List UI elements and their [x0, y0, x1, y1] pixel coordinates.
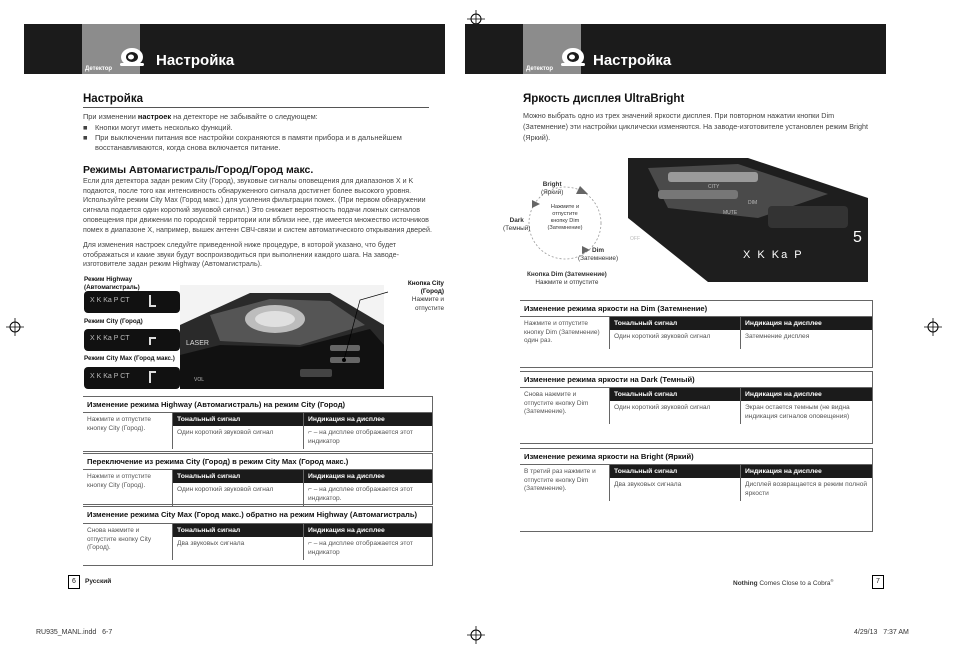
- footer-tagline: Nothing Comes Close to a Cobra®: [733, 578, 834, 588]
- callout-line: [340, 290, 390, 370]
- table-citymax-to-highway: [83, 506, 433, 566]
- snail-logo-icon: [559, 44, 589, 68]
- table-cell: Один короткий звуковой сигнал: [614, 333, 711, 340]
- vol-label: VOL: [194, 377, 205, 383]
- display-text: X K Ka P CT: [90, 297, 130, 304]
- table-cell: Один короткий звуковой сигнал: [177, 486, 274, 493]
- table-cell: ⌐ – на дисплее отображается этот индикатор: [308, 429, 413, 445]
- highway-indicator-icon: [149, 295, 156, 307]
- display-city: [84, 329, 180, 351]
- table-cell: ⌐ – на дисплее отображается этот индикатор: [308, 540, 413, 556]
- laser-label: LASER: [186, 340, 209, 347]
- dim-label: DIM: [748, 200, 758, 206]
- page-number: 7: [872, 575, 884, 589]
- table-step: Снова нажмите и отпустите кнопку City (Город).: [87, 527, 152, 551]
- table-cell: Один короткий звуковой сигнал: [614, 404, 711, 411]
- modes-title: Режимы Автомагистраль/Город/Город макс.: [83, 164, 314, 176]
- radar-detector-image: [628, 158, 868, 282]
- table-header: Тональный сигнал: [173, 524, 303, 537]
- tab-label: Детектор: [85, 66, 113, 72]
- table-header: Индикация на дисплее: [741, 388, 872, 401]
- table-cell: ⌐ – на дисплее отображается этот индикатор.: [308, 486, 413, 502]
- city-button-callout: Кнопка City (Город) Нажмите и отпустите: [407, 280, 444, 312]
- table-header: Индикация на дисплее: [304, 524, 432, 537]
- table-header: Тональный сигнал: [610, 388, 740, 401]
- table-step: Нажмите и отпустите кнопку Dim (Затемнение) один раз.: [524, 320, 600, 344]
- table-cell: Дисплей возвращается в режим полной яркости: [745, 481, 868, 497]
- table-header: Тональный сигнал: [173, 470, 303, 483]
- tab-label: Детектор: [526, 66, 554, 72]
- table-cell: Один короткий звуковой сигнал: [177, 429, 274, 436]
- page-title: Настройка: [593, 52, 672, 69]
- intro-text: Можно выбрать одно из трех значений яркости дисплея. При повторном нажатии кнопки Dim (Затемнение) эти настройки циклически изменяются. На заводе-изготовителе установлен режим Bright (Яркий).: [523, 111, 868, 142]
- display-highway: [84, 291, 180, 313]
- page-title: Настройка: [156, 52, 235, 69]
- cycle-center-note: Нажмите и отпустите кнопку Dim (Затемнение): [547, 204, 583, 231]
- table-cell: Два звуковых сигнала: [614, 481, 682, 488]
- table-step: Нажмите и отпустите кнопку City (Город).: [87, 473, 152, 489]
- table-caption: Изменение режима яркости на Bright (Яркий): [520, 449, 872, 465]
- table-header: Тональный сигнал: [173, 413, 303, 426]
- mode-label-highway: Режим Highway (Автомагистраль): [84, 276, 140, 291]
- table-step: В третий раз нажмите и отпустите кнопку Dim (Затемнение).: [524, 468, 596, 492]
- cycle-bright: Bright (Яркий): [541, 181, 564, 197]
- mode-label-city-max: Режим City Max (Город макс.): [84, 355, 175, 362]
- section-title: Настройка: [83, 93, 143, 105]
- table-step: Снова нажмите и отпустите кнопку Dim (Затемнение).: [524, 391, 589, 415]
- display-text: X K Ka P CT: [90, 335, 130, 342]
- table-cell: Два звуковых сигнала: [177, 540, 245, 547]
- right-page-header: [465, 24, 886, 74]
- table-cell: Затемнение дисплея: [745, 333, 810, 340]
- off-label: OFF: [630, 236, 640, 242]
- registration-mark-icon: [924, 318, 942, 336]
- list-item: ■ Кнопки могут иметь несколько функций.: [83, 123, 233, 132]
- title-rule: [83, 107, 429, 108]
- city-max-indicator-icon: [149, 371, 156, 383]
- table-header: Индикация на дисплее: [304, 470, 432, 483]
- snail-logo-icon: [118, 44, 148, 68]
- table-dim: [520, 300, 873, 368]
- list-item: ■ При выключении питания все настройки сохраняются в памяти прибора и в дальнейшем восстанавливаются, когда снова включается питание.: [83, 133, 402, 153]
- table-step: Нажмите и отпустите кнопку City (Город).: [87, 416, 152, 432]
- table-caption: Изменение режима Highway (Автомагистраль) на режим City (Город): [83, 397, 432, 413]
- table-bright: [520, 448, 873, 532]
- table-highway-to-city: [83, 396, 433, 452]
- table-caption: Переключение из режима City (Город) в режим City Max (Город макс.): [83, 454, 432, 470]
- city-indicator-icon: [149, 337, 156, 345]
- city-label: CITY: [708, 184, 720, 190]
- mode-label-city: Режим City (Город): [84, 318, 143, 325]
- modes-paragraph-2: Для изменения настроек следуйте приведенной ниже процедуре, в которой указано, что будет отображаться и какие звуки будут воспроизводиться при выполнении каждого шага. На заводе-изготовителе задан режим Highway (Автомагистраль).: [83, 241, 399, 269]
- table-header: Индикация на дисплее: [741, 317, 872, 330]
- table-header: Индикация на дисплее: [741, 465, 872, 478]
- table-header: Индикация на дисплее: [304, 413, 432, 426]
- footer-language: Русский: [85, 578, 112, 585]
- dim-button-callout: Кнопка Dim (Затемнение) Нажмите и отпустите: [527, 271, 607, 287]
- registration-mark-icon: [6, 318, 24, 336]
- table-caption: Изменение режима City Max (Город макс.) обратно на режим Highway (Автомагистраль): [83, 507, 432, 524]
- table-dark: [520, 371, 873, 444]
- display-text: X K Ka P CT: [90, 373, 130, 380]
- display-text: X K Ka P: [743, 249, 804, 261]
- mute-label: MUTE: [723, 210, 738, 216]
- modes-paragraph-1: Если для детектора задан режим City (Город), звуковые сигналы оповещения для диапазонов X и K подаются, после того как интенсивность обнаруженного сигнала достигнет более высокого уровня. Используйте режим City Max (Город макс.) для усиления фильтрации помех. (При первом обнаружении сигнала подается один короткий звуковой сигнал.) Это снижает вероятность подачи ложных сигналов оповещения при движении по городской территории или вблизи нее, где имеется множество источников помех в диапазоне X, например, вышек антенн СВЧ-связи и систем автоматического открывания дверей.: [83, 177, 432, 234]
- registration-mark-icon: [467, 626, 485, 644]
- table-header: Тональный сигнал: [610, 465, 740, 478]
- section-title: Яркость дисплея UltraBright: [523, 93, 685, 105]
- slug-date: 4/29/13 7:37 AM: [854, 629, 909, 636]
- slug-file: RU935_MANL.indd 6-7: [36, 629, 113, 636]
- svg-text:5: 5: [853, 229, 862, 246]
- table-caption: Изменение режима яркости на Dark (Темный): [520, 372, 872, 388]
- intro-text: При изменении настроек на детекторе не забывайте о следующем:: [83, 112, 318, 121]
- table-header: Тональный сигнал: [610, 317, 740, 330]
- table-cell: Экран остается темным (не видна индикация сигналов оповещения): [745, 404, 850, 420]
- table-caption: Изменение режима яркости на Dim (Затемнение): [520, 301, 872, 317]
- cycle-dark: Dark (Темный): [503, 217, 531, 233]
- display-city-max: [84, 367, 180, 389]
- bullet-list: [83, 123, 433, 154]
- table-city-to-citymax: [83, 453, 433, 505]
- page-number: 6: [68, 575, 80, 589]
- cycle-dim: Dim (Затемнение): [578, 247, 619, 263]
- left-page-header: [24, 24, 445, 74]
